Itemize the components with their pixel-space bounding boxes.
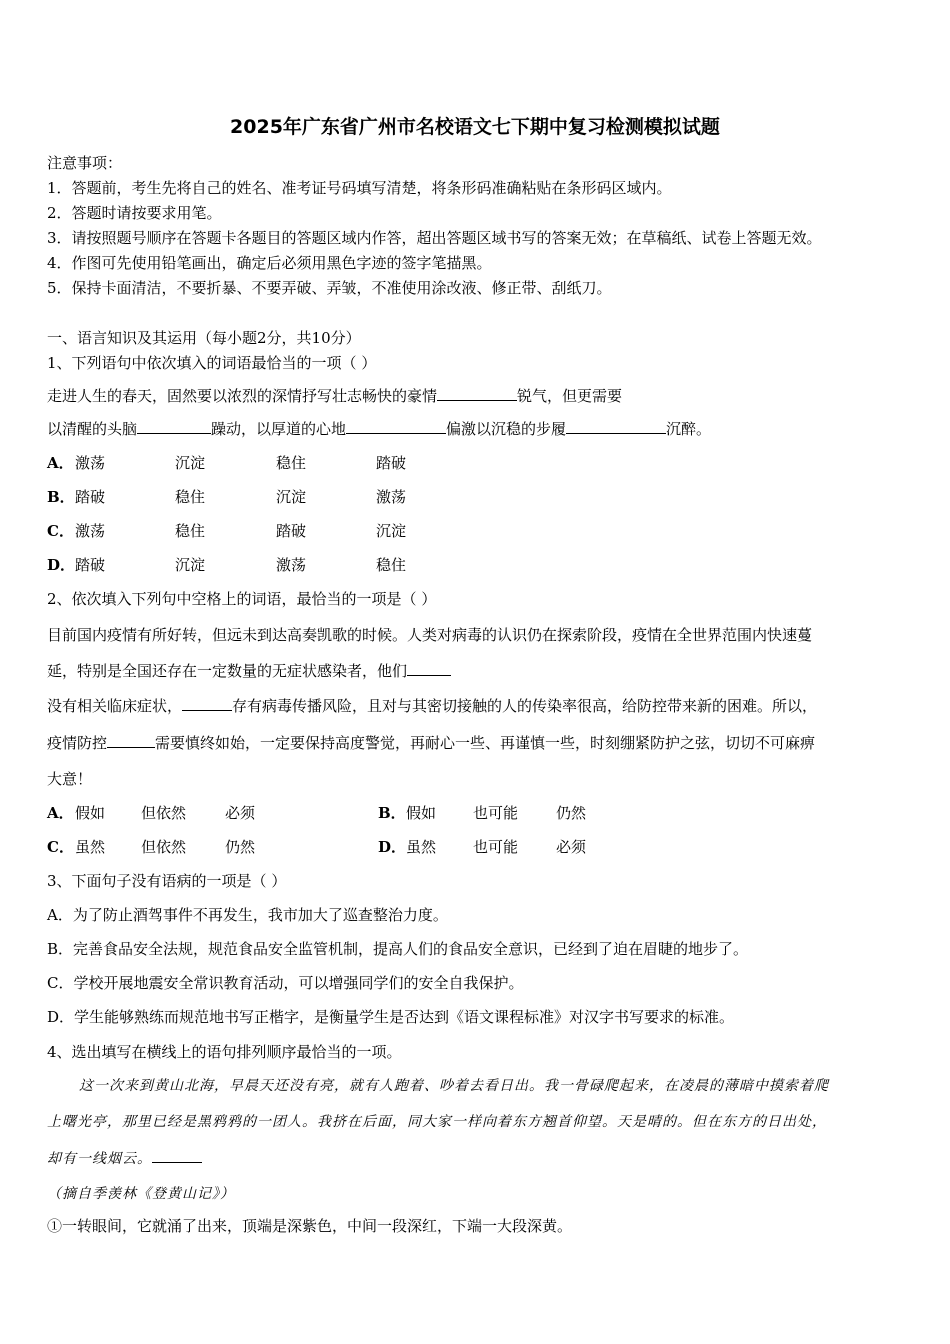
q4-passage-line: 上曙光亭，那里已经是黑鸦鸦的一团人。我挤在后面，同大家一样向着东方翘首仰望。天是晴的。但在东方的日出处， bbox=[47, 1114, 827, 1130]
option-label: A． bbox=[47, 454, 74, 472]
q4-passage-line: 这一次来到黄山北海，早晨天还没有亮，就有人跑着、吵着去看日出。我一骨碌爬起来，在凌晨的薄暗中摸索着爬 bbox=[79, 1078, 829, 1094]
q2-paragraph-line bbox=[47, 732, 815, 753]
option-label: C． bbox=[47, 838, 74, 856]
question-4-stem: 4、选出填写在横线上的语句排列顺序最恰当的一项。 bbox=[47, 1043, 402, 1061]
notice-item: 5．保持卡面清洁，不要折暴、不要弄破、弄皱，不准使用涂改液、修正带、刮纸刀。 bbox=[47, 279, 612, 297]
option-label: C． bbox=[47, 522, 74, 540]
q3-option-c[interactable]: C．学校开展地震安全常识教育活动，可以增强同学们的安全自我保护。 bbox=[47, 974, 524, 992]
q2-option-b[interactable] bbox=[378, 802, 698, 822]
q1-text: 以清醒的头脑 bbox=[47, 420, 138, 438]
option-word: 沉淀 bbox=[276, 488, 307, 506]
q1-option-c[interactable] bbox=[47, 520, 547, 540]
option-word: 稳住 bbox=[175, 522, 206, 540]
answer-blank bbox=[152, 1148, 202, 1163]
option-word: 但依然 bbox=[141, 838, 187, 856]
q3-option-b[interactable]: B．完善食品安全法规，规范食品安全监管机制，提高人们的食品安全意识，已经到了迫在眉睫的地步了。 bbox=[47, 940, 749, 958]
option-word: 踏破 bbox=[376, 454, 407, 472]
option-word: 假如 bbox=[75, 804, 106, 822]
option-word: 假如 bbox=[406, 804, 437, 822]
q1-text: 沉醉。 bbox=[666, 420, 712, 438]
q2-text: 存有病毒传播风险，且对与其密切接触的人的传染率很高，给防控带来新的困难。所以， bbox=[232, 697, 818, 715]
q2-option-c[interactable] bbox=[47, 836, 367, 856]
q1-text: 偏激以沉稳的步履 bbox=[446, 420, 567, 438]
notice-item: 2．答题时请按要求用笔。 bbox=[47, 204, 222, 222]
option-word: 稳住 bbox=[175, 488, 206, 506]
q4-source: （摘自季羡林《登黄山记》） bbox=[47, 1186, 235, 1202]
option-word: 激荡 bbox=[376, 488, 407, 506]
answer-blank bbox=[407, 661, 451, 676]
q4-passage-line bbox=[47, 1148, 202, 1168]
question-1-stem: 1、下列语句中依次填入的词语最恰当的一项（ ） bbox=[47, 354, 377, 372]
option-word: 沉淀 bbox=[376, 522, 407, 540]
q2-text: 需要慎终如始，一定要保持高度警觉，再耐心一些、再谨慎一些，时刻绷紧防护之弦，切切不可麻痹 bbox=[155, 734, 816, 752]
option-word: 激荡 bbox=[75, 522, 106, 540]
q2-text: 延，特别是全国还存在一定数量的无症状感染者，他们 bbox=[47, 662, 408, 680]
answer-blank bbox=[346, 419, 446, 434]
option-word: 必须 bbox=[225, 804, 256, 822]
option-label: A． bbox=[47, 804, 74, 822]
option-word: 虽然 bbox=[406, 838, 437, 856]
option-word: 激荡 bbox=[75, 454, 106, 472]
q2-option-a[interactable] bbox=[47, 802, 367, 822]
option-word: 踏破 bbox=[75, 488, 106, 506]
answer-blank bbox=[182, 696, 232, 711]
option-word: 沉淀 bbox=[175, 556, 206, 574]
option-word: 也可能 bbox=[473, 804, 519, 822]
option-word: 仍然 bbox=[556, 804, 587, 822]
q1-option-d[interactable] bbox=[47, 554, 547, 574]
question-3-stem: 3、下面句子没有语病的一项是（ ） bbox=[47, 872, 287, 890]
question-1-line-2 bbox=[47, 418, 711, 439]
question-1-line-1 bbox=[47, 385, 622, 406]
page-title: 2025年广东省广州市名校语文七下期中复习检测模拟试题 bbox=[230, 116, 720, 138]
notice-item: 3．请按照题号顺序在答题卡各题目的答题区域内作答，超出答题区域书写的答案无效；在草稿纸、试卷上答题无效。 bbox=[47, 229, 822, 247]
q4-text: 却有一线烟云。 bbox=[47, 1151, 152, 1167]
option-label: B． bbox=[47, 488, 75, 506]
q3-option-d[interactable]: D．学生能够熟练而规范地书写正楷字，是衡量学生是否达到《语文课程标准》对汉字书写要求的标准。 bbox=[47, 1008, 735, 1026]
q1-text: 走进人生的春天，固然要以浓烈的深情抒写壮志畅快的豪情 bbox=[47, 387, 438, 405]
notice-item: 4．作图可先使用铅笔画出，确定后必须用黑色字迹的签字笔描黑。 bbox=[47, 254, 492, 272]
answer-blank bbox=[107, 733, 155, 748]
option-word: 踏破 bbox=[75, 556, 106, 574]
option-word: 踏破 bbox=[276, 522, 307, 540]
option-word: 稳住 bbox=[276, 454, 307, 472]
answer-blank bbox=[137, 419, 211, 434]
notice-heading: 注意事项： bbox=[47, 154, 123, 172]
section-heading: 一、语言知识及其运用（每小题2分，共10分） bbox=[47, 329, 361, 347]
answer-blank bbox=[566, 419, 666, 434]
option-label: D． bbox=[47, 556, 76, 574]
q2-option-d[interactable] bbox=[378, 836, 698, 856]
option-word: 必须 bbox=[556, 838, 587, 856]
q4-sentence-1: ①一转眼间，它就涌了出来，顶端是深紫色，中间一段深红，下端一大段深黄。 bbox=[47, 1217, 573, 1235]
option-word: 虽然 bbox=[75, 838, 106, 856]
notice-item: 1．答题前，考生先将自己的姓名、准考证号码填写清楚，将条形码准确粘贴在条形码区域内。 bbox=[47, 179, 672, 197]
q2-text: 疫情防控 bbox=[47, 734, 108, 752]
q2-paragraph-line bbox=[47, 695, 817, 716]
q2-paragraph-line: 大意！ bbox=[47, 770, 93, 788]
option-label: B． bbox=[378, 804, 406, 822]
q1-option-a[interactable] bbox=[47, 452, 547, 472]
option-word: 也可能 bbox=[473, 838, 519, 856]
option-word: 但依然 bbox=[141, 804, 187, 822]
q3-option-a[interactable]: A．为了防止酒驾事件不再发生，我市加大了巡查整治力度。 bbox=[47, 906, 448, 924]
option-word: 稳住 bbox=[376, 556, 407, 574]
option-word: 沉淀 bbox=[175, 454, 206, 472]
option-word: 仍然 bbox=[225, 838, 256, 856]
q1-text: 锐气，但更需要 bbox=[517, 387, 623, 405]
answer-blank bbox=[437, 386, 517, 401]
q2-paragraph-line bbox=[47, 660, 451, 681]
option-label: D． bbox=[378, 838, 407, 856]
question-2-stem: 2、依次填入下列句中空格上的词语，最恰当的一项是（ ） bbox=[47, 590, 437, 608]
q2-paragraph-line: 目前国内疫情有所好转，但远未到达高奏凯歌的时候。人类对病毒的认识仍在探索阶段，疫情在全世界范围内快速蔓 bbox=[47, 626, 813, 644]
option-word: 激荡 bbox=[276, 556, 307, 574]
q1-option-b[interactable] bbox=[47, 486, 547, 506]
q2-text: 没有相关临床症状， bbox=[47, 697, 183, 715]
q1-text: 躁动，以厚道的心地 bbox=[211, 420, 347, 438]
